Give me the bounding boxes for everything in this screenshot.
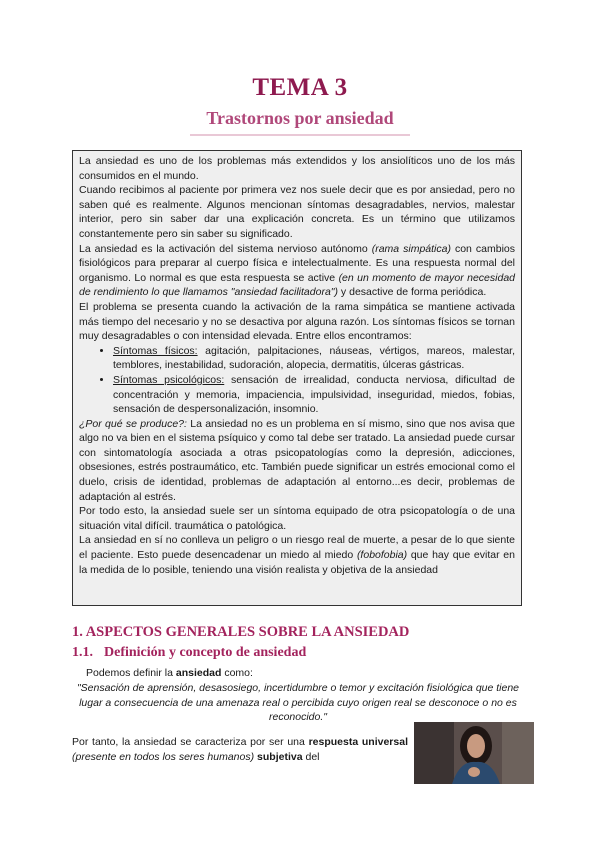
symptom-list: [79, 344, 515, 417]
list-item: [113, 373, 515, 417]
photo-illustration: [414, 722, 534, 784]
list-item: [113, 344, 515, 373]
text-run-italic: ¿Por qué se produce?:: [79, 417, 187, 430]
text-run: Por tanto, la ansiedad se caracteriza por ser una: [72, 736, 309, 748]
box-paragraph: El problema se presenta cuando la activación de la rama simpática se mantiene activada más tiempo del necesario y no se desactiva por alguna razón. Los síntomas físicos se tornan muy desagradables o con intensidad elevada. Entre ellos encontramos:: [79, 300, 515, 343]
body-paragraph: [72, 735, 408, 765]
subsection-title: Definición y concepto de ansiedad: [104, 645, 307, 660]
text-run: como:: [221, 667, 253, 679]
text-run: que hay que evitar en la medida de lo posible, teniendo una visión realista y objetiva de la ansiedad: [79, 549, 515, 576]
definition-intro: [86, 667, 253, 679]
box-paragraph: [79, 417, 515, 505]
list-item-text: agitación, palpitaciones, náuseas, vértigos, mareos, malestar, temblores, inestabilidad, sudoración, alopecia, dermatitis, úlceras gástricas.: [113, 344, 515, 372]
box-paragraph: Por todo esto, la ansiedad suele ser un síntoma equipado de otra psicopatología o de una situación vital difícil. traumática o patológica.: [79, 505, 515, 532]
page-title: TEMA 3: [252, 74, 348, 101]
box-paragraph: [79, 533, 515, 577]
section-heading: 1. ASPECTOS GENERALES SOBRE LA ANSIEDAD: [72, 624, 410, 640]
text-run: Podemos definir la: [86, 667, 176, 679]
text-run: La ansiedad en sí no conlleva un peligro o un riesgo real de muerte, a pesar de lo que siente el paciente. Esto puede desencadenar un miedo al miedo: [79, 534, 515, 562]
text-run: La ansiedad es la activación del sistema nervioso autónomo: [79, 242, 372, 255]
list-item-label: Síntomas físicos:: [113, 344, 198, 357]
text-run: con cambios fisiológicos para preparar al cuerpo física e intelectualmente. Es una respuesta normal del organismo. Lo normal es que esta respuesta se active: [79, 242, 515, 284]
subsection-number: 1.1.: [72, 645, 93, 660]
subtitle-underline: [190, 134, 410, 136]
text-run-italic: (en un momento de mayor necesidad de rendimiento lo que llamamos "ansiedad facilitadora"): [79, 271, 515, 299]
text-run-italic: (fobofobia): [356, 549, 408, 562]
box-paragraph: Cuando recibimos al paciente por primera vez nos suele decir que es por ansiedad, pero no saben qué es realmente. Algunos mencionan síntomas desagradables, nervios, malestar interior, pero sin saber dar una explicación concreta. Es un término que utilizamos constantemente pero sin saber su significado.: [79, 184, 515, 240]
text-run: y desactive de forma periódica.: [338, 286, 487, 299]
subsection-heading: [72, 645, 306, 661]
text-run-italic: (presente en todos los seres humanos): [72, 751, 255, 763]
box-paragraph: La ansiedad es uno de los problemas más extendidos y los ansiolíticos uno de los más consumidos en el mundo.: [79, 155, 515, 182]
box-paragraph: [79, 242, 515, 300]
text-run-bold: ansiedad: [175, 667, 222, 679]
definition-quote: "Sensación de aprensión, desasosiego, incertidumbre o temor y excitación fisiológica que tiene lugar a consecuencia de una amenaza real o percibida cuyo origen real se desconoce o no es reconocido.": [76, 682, 520, 723]
summary-box: [72, 150, 522, 606]
text-run-italic: (rama simpática): [371, 242, 451, 255]
anxious-woman-photo: [414, 722, 534, 784]
text-run-bold: respuesta universal: [308, 736, 408, 748]
list-item-label: Síntomas psicológicos:: [113, 373, 225, 386]
list-item-text: sensación de irrealidad, conducta nerviosa, dificultad de concentración y memoria, impaciencia, impulsividad, inseguridad, miedos, fobias, sensación de despersonalización, insomnio.: [113, 373, 515, 416]
text-run-bold: subjetiva: [257, 751, 303, 763]
text-run: del: [302, 751, 320, 763]
page-subtitle: Trastornos por ansiedad: [206, 108, 394, 128]
text-run: La ansiedad no es un problema en sí mismo, sino que nos avisa que algo no va bien en el sistema psíquico y como tal debe ser tratado. La ansiedad puede cursar con sintomatología asociada a otras psicopatologías como la depresión, adicciones, obsesiones, estrés postraumático, etc. También puede significar un estrés emocional como el duelo, crisis de identidad, problemas de adaptación al entorno...es decir, problemas de adaptación al estrés.: [79, 417, 515, 503]
